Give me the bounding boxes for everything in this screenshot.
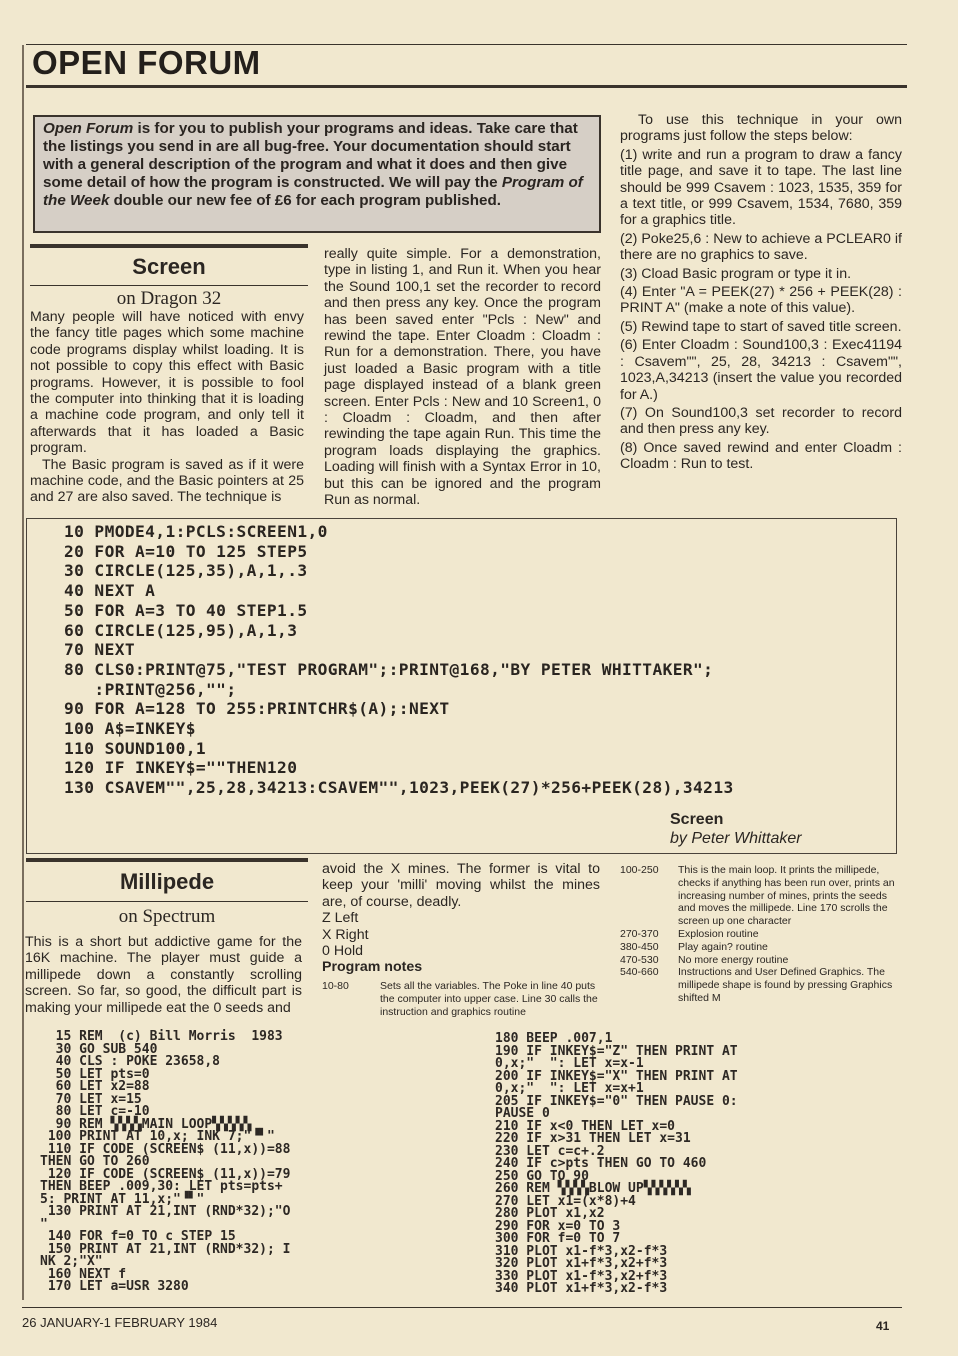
code-line: :PRINT@256,""; bbox=[64, 679, 237, 699]
millipede-subheading: on Spectrum bbox=[118, 906, 216, 927]
code-line: 70 NEXT bbox=[64, 640, 136, 660]
note-text: Sets all the variables. The Poke in line 40 puts the computer into upper case. Line 30 calls the instruction and graphics routine bbox=[380, 980, 598, 1018]
code-line: 50 FOR A=3 TO 40 STEP1.5 bbox=[64, 600, 308, 620]
millipede-heading: Millipede bbox=[119, 869, 215, 894]
code-line: 330 PLOT x1-f*3,x2+f*3 bbox=[495, 1268, 668, 1284]
code-line: 30 CIRCLE(125,35),A,1,.3 bbox=[64, 561, 308, 581]
code-line: 15 REM (c) Bill Morris 1983 bbox=[40, 1029, 283, 1044]
code-line: " bbox=[40, 1216, 48, 1232]
note-range: 470-530 bbox=[620, 953, 659, 966]
intro-text-1: is for you to publish your programs and ideas. Take care that the listings you send in are all bug-free. Your documentation should start with a general description of the program and what it does and then give some detail of how the program is constructed. We will pay the bbox=[43, 120, 578, 191]
code-line: 160 NEXT f bbox=[40, 1266, 127, 1282]
code-line: 0,x;" ": LET x=x-1 bbox=[495, 1056, 644, 1071]
code-line: 130 CSAVEM"",25,28,34213:CSAVEM"",1023,PEEK(27)*256+PEEK(28),34213 bbox=[64, 778, 734, 798]
note-row bbox=[322, 980, 602, 1018]
title-rule bbox=[26, 85, 907, 88]
step-intro: To use this technique in your own programs just follow the steps below: bbox=[620, 112, 902, 145]
screen-col1-para-2: The Basic program is saved as if it were machine code, and the Basic pointers at 25 and 27 are also saved. The technique is bbox=[30, 456, 304, 506]
screen-column-1 bbox=[30, 309, 304, 506]
code-line: 290 FOR x=0 TO 3 bbox=[495, 1218, 621, 1234]
key-right: X Right bbox=[322, 926, 369, 943]
note-text: No more energy routine bbox=[678, 953, 789, 966]
code-line: 260 REM ▚▚▚▚BLOW UP▚▚▚▚▚▚ bbox=[495, 1181, 691, 1196]
code-line: NK 2;"X" bbox=[40, 1254, 103, 1269]
code-line: 120 IF CODE (SCREEN$ (11,x))=79 bbox=[40, 1166, 291, 1182]
note-row bbox=[620, 941, 896, 954]
screen-byline bbox=[670, 810, 802, 848]
code-line: 310 PLOT x1-f*3,x2-f*3 bbox=[495, 1243, 668, 1259]
notes-right bbox=[620, 864, 896, 1005]
code-line: 70 LET x=15 bbox=[40, 1091, 142, 1107]
intro-lead: Open Forum bbox=[43, 120, 134, 137]
code-line: 80 CLS0:PRINT@75,"TEST PROGRAM";:PRINT@168,"BY PETER WHITTAKER"; bbox=[64, 659, 714, 679]
code-line: 30 GO SUB 540 bbox=[40, 1041, 158, 1057]
code-line: 240 IF c>pts THEN GO TO 460 bbox=[495, 1156, 707, 1171]
code-line: 80 LET c=-10 bbox=[40, 1104, 150, 1119]
code-line: 90 FOR A=128 TO 255:PRINTCHR$(A);:NEXT bbox=[64, 699, 450, 719]
code-line: 90 REM ▚▚▚▚MAIN LOOP▚▚▚▚▚ bbox=[40, 1116, 252, 1132]
code-line: 170 LET a=USR 3280 bbox=[40, 1279, 189, 1294]
screen-steps bbox=[620, 112, 902, 475]
step-6: (6) Enter Cloadm : Sound100,3 : Exec41194 : Csavem"", 25, 28, 34213 : Csavem"", 1023,A,34213 (insert the value you recorded for A.) bbox=[620, 337, 902, 403]
code-line: 40 NEXT A bbox=[64, 581, 156, 601]
code-line: 60 CIRCLE(125,95),A,1,3 bbox=[64, 620, 298, 640]
code-line: 5: PRINT AT 11,x;"▝▘" bbox=[40, 1191, 205, 1207]
step-3: (3) Cload Basic program or type it in. bbox=[620, 265, 852, 282]
code-line: 110 IF CODE (SCREEN$ (11,x))=88 bbox=[40, 1141, 291, 1157]
note-range: 540-660 bbox=[620, 966, 659, 979]
step-8: (8) Once saved rewind and enter Cloadm : Cloadm : Run to test. bbox=[620, 439, 902, 473]
millipede-column-2 bbox=[322, 861, 600, 976]
code-line: 210 IF x<0 THEN LET x=0 bbox=[495, 1118, 676, 1134]
step-7: (7) On Sound100,3 set recorder to record and then press any key. bbox=[620, 404, 902, 438]
note-range: 270-370 bbox=[620, 927, 659, 940]
program-notes-heading: Program notes bbox=[322, 959, 423, 976]
note-text: Instructions and User Defined Graphics. The millipede shape is found by pressing Graphics shifted M bbox=[678, 966, 893, 1004]
code-line: 60 LET x2=88 bbox=[40, 1079, 150, 1094]
millipede-col2-text: avoid the X mines. The former is vital to keep your 'milli' moving whilst the mines are, of course, deadly. bbox=[322, 861, 600, 910]
code-line: 300 FOR f=0 TO 7 bbox=[495, 1231, 621, 1246]
note-row bbox=[620, 954, 896, 967]
code-line: 340 PLOT x1+f*3,x2-f*3 bbox=[495, 1281, 668, 1296]
page-number: 41 bbox=[876, 1319, 890, 1333]
millipede-head-rule bbox=[26, 858, 308, 862]
code-line: 110 SOUND100,1 bbox=[64, 738, 207, 758]
code-line: 150 PRINT AT 21,INT (RND*32); I bbox=[40, 1241, 291, 1257]
millipede-column-1: This is a short but addictive game for the 16K machine. The player must guide a millipede down a constantly scrolling screen. So far, so good, the difficult part is making your millipede eat the 0 seeds and bbox=[25, 934, 302, 1016]
code-line: 230 LET c=c+.2 bbox=[495, 1143, 605, 1159]
screen-subhead-rule bbox=[30, 285, 308, 286]
code-line: 130 PRINT AT 21,INT (RND*32);"O bbox=[40, 1204, 291, 1219]
code-line: 205 IF INKEY$="0" THEN PAUSE 0: bbox=[495, 1093, 738, 1109]
footer-date: 26 JANUARY-1 FEBRUARY 1984 bbox=[22, 1315, 218, 1330]
code-line: THEN GO TO 260 bbox=[40, 1154, 150, 1169]
intro-box bbox=[33, 115, 601, 233]
millipede-listing-left bbox=[40, 1031, 290, 1294]
step-2: (2) Poke25,6 : New to achieve a PCLEAR0 if there are no graphics to save. bbox=[620, 230, 902, 264]
millipede-listing-right bbox=[495, 1033, 738, 1296]
screen-subheading: on Dragon 32 bbox=[116, 288, 222, 309]
code-line: 280 PLOT x1,x2 bbox=[495, 1206, 605, 1221]
intro-text-2: double our new fee of £6 for each program published. bbox=[109, 192, 501, 209]
note-text: Play again? routine bbox=[678, 940, 768, 953]
code-line: 250 GO TO 90 bbox=[495, 1168, 589, 1184]
byline-author: by Peter Whittaker bbox=[670, 830, 802, 847]
code-line: 270 LET x1=(x*8)+4 bbox=[495, 1193, 636, 1209]
code-line: 320 PLOT x1+f*3,x2+f*3 bbox=[495, 1256, 668, 1271]
code-line: 50 LET pts=0 bbox=[40, 1066, 150, 1082]
code-line: 100 PRINT AT 10,x; INK 7;"▝▘" bbox=[40, 1129, 275, 1144]
byline-title: Screen bbox=[670, 811, 724, 828]
step-1: (1) write and run a program to draw a fancy title page, and save it to tape. The last line should be 999 Csavem : 1023, 1535, 359 for a text title, or 999 Csavem, 1534, 7680, 359 for a graphics title. bbox=[620, 146, 902, 229]
code-line: PAUSE 0 bbox=[495, 1106, 550, 1121]
left-margin-rule bbox=[22, 45, 24, 1300]
footer-rule bbox=[22, 1307, 902, 1308]
screen-col1-para-1: Many people will have noticed with envy the fancy title pages which some machine code programs display whilst loading. It is not possible to copy this effect with Basic programs. However, it is possible to fool the computer into thinking that it is loading a machine code program, and only tell it afterwards that it has loaded a Basic program. bbox=[30, 309, 304, 457]
code-line: 200 IF INKEY$="X" THEN PRINT AT bbox=[495, 1068, 738, 1084]
code-line: 40 CLS : POKE 23658,8 bbox=[40, 1054, 221, 1069]
screen-listing bbox=[64, 522, 734, 798]
key-hold: 0 Hold bbox=[322, 943, 364, 960]
code-line: 190 IF INKEY$="Z" THEN PRINT AT bbox=[495, 1043, 738, 1059]
code-line: 220 IF x>31 THEN LET x=31 bbox=[495, 1131, 691, 1146]
intro-italic: Program of the Week bbox=[43, 174, 583, 209]
note-range: 100-250 bbox=[620, 864, 659, 876]
note-row bbox=[620, 966, 896, 1004]
note-row bbox=[620, 864, 896, 928]
code-line: THEN BEEP .009,30: LET pts=pts+ bbox=[40, 1179, 283, 1194]
screen-heading: Screen bbox=[132, 254, 206, 279]
note-range: 10-80 bbox=[322, 980, 349, 992]
code-line: 0,x;" ": LET x=x+1 bbox=[495, 1081, 644, 1096]
note-text: This is the main loop. It prints the millipede, checks if anything has been run over, prints an increasing number of mines, prints the seeds and moves the millipede. Line 170 scrolls the screen up one character bbox=[678, 864, 895, 928]
key-left: Z Left bbox=[322, 910, 359, 927]
note-row bbox=[620, 928, 896, 941]
screen-head-rule bbox=[30, 244, 308, 248]
code-line: 120 IF INKEY$=""THEN120 bbox=[64, 758, 298, 778]
code-line: 100 A$=INKEY$ bbox=[64, 719, 196, 739]
step-5: (5) Rewind tape to start of saved title screen. bbox=[620, 318, 902, 335]
page-title: OPEN FORUM bbox=[32, 44, 261, 81]
notes-left bbox=[322, 980, 602, 1018]
code-line: 20 FOR A=10 TO 125 STEP5 bbox=[64, 541, 308, 561]
note-range: 380-450 bbox=[620, 940, 659, 953]
code-line: 180 BEEP .007,1 bbox=[495, 1031, 613, 1046]
screen-column-2: really quite simple. For a demonstration, type in listing 1, and Run it. When you hear the Sound 100,1 set the recorder to record and then press any key. Once the program has been saved enter "Pcls : New" and rewind the tape. Enter Cloadm : Cloadm : Run for a demonstration. There, you have just loaded a Basic program with a title page displayed instead of a blank green screen. Enter Pcls : New and 10 Screen1, 0 : Cloadm : Cloadm, and then after rewinding the tape again Run. This time the program loads displaying the graphics. Loading will finish with a Syntax Error in 10, but this can be ignored and the program Run as normal. bbox=[324, 246, 601, 509]
note-text: Explosion routine bbox=[678, 927, 759, 940]
millipede-subhead-rule bbox=[26, 901, 308, 902]
step-4: (4) Enter "A = PEEK(27) * 256 + PEEK(28) : PRINT A" (make a note of this value). bbox=[620, 284, 902, 317]
code-line: 140 FOR f=0 TO c STEP 15 bbox=[40, 1229, 236, 1244]
code-line: 10 PMODE4,1:PCLS:SCREEN1,0 bbox=[64, 522, 328, 541]
